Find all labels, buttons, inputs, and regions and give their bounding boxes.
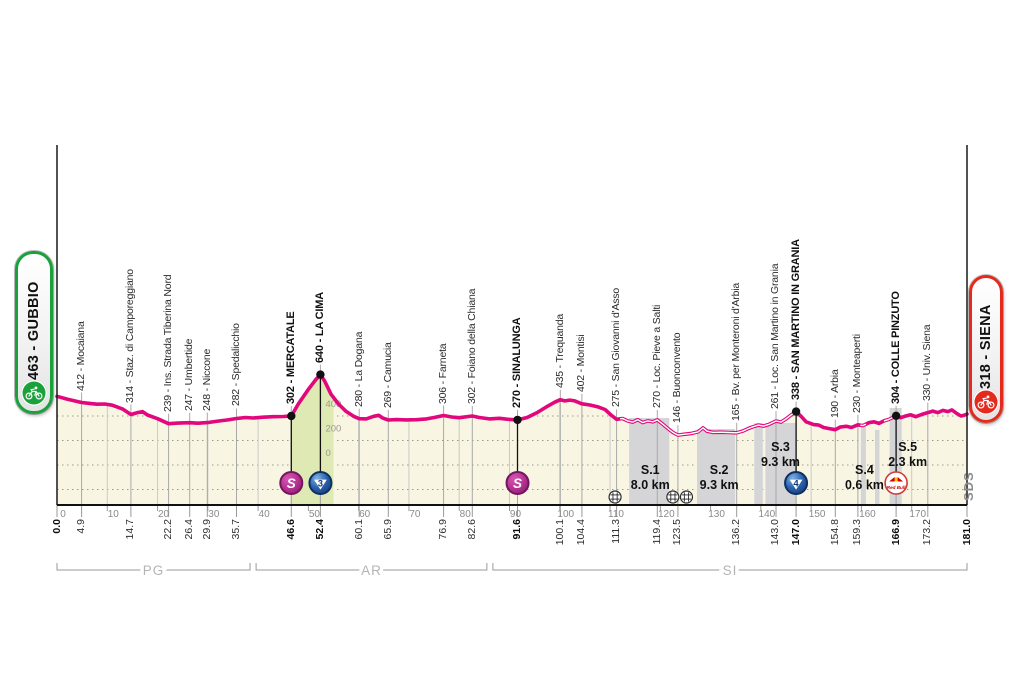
axis-tick-label: 130	[708, 509, 725, 520]
km-distance-label: 91.6	[511, 519, 524, 540]
waypoint-label: 402 - Montisi	[575, 334, 588, 392]
axis-tick-label: 170	[909, 509, 927, 520]
elevation-scale-label: 200	[325, 423, 342, 435]
waypoint-label: 239 - Ins. Strada Tiberina Nord	[162, 274, 175, 412]
axis-tick-label: 150	[808, 509, 826, 520]
axis-tick-label: 90	[509, 509, 522, 520]
waypoint-label: 247 - Umbertide	[183, 338, 196, 411]
km-distance-label: 136.2	[730, 519, 743, 546]
elevation-scale-label: 400	[325, 399, 342, 410]
km-distance-label: 119.4	[650, 519, 663, 545]
km-distance-label: 104.4	[575, 519, 588, 546]
km-distance-label: 35.7	[229, 519, 242, 540]
sector-label: S.4	[855, 463, 874, 477]
waypoint-label: 412 - Mocaiana	[75, 320, 88, 391]
waypoint-dot	[513, 416, 521, 424]
axis-tick-label: 10	[107, 509, 119, 520]
svg-text:4: 4	[793, 478, 799, 490]
km-distance-label: 60.1	[352, 519, 365, 540]
waypoint-dot	[892, 412, 900, 420]
sprint-icon	[507, 472, 529, 494]
km-distance-label: 123.5	[671, 519, 684, 546]
feed-zone-icon	[680, 491, 692, 503]
waypoint-label: 435 - Trequanda	[553, 313, 566, 388]
axis-tick-label: 110	[608, 509, 625, 520]
svg-text:3: 3	[317, 478, 324, 490]
axis-tick-label: 40	[258, 509, 270, 520]
sector-label: S.3	[771, 440, 790, 454]
waypoint-label: 275 - San Giovanni d'Asso	[610, 288, 623, 408]
axis-tick-label: 60	[359, 509, 371, 520]
waypoint-label: 261 - Loc. San Martino in Grania	[769, 263, 782, 410]
svg-text:S: S	[513, 475, 523, 491]
km-distance-label: 65.9	[381, 519, 394, 540]
redbull-km-icon	[885, 472, 907, 494]
gravel-sector-band	[875, 430, 880, 505]
waypoint-dot	[316, 370, 324, 378]
finish-badge-label: 318 - SIENA	[978, 304, 994, 389]
svg-text:Red Bull: Red Bull	[886, 485, 906, 490]
waypoint-label: 270 - Loc. Pieve a Salti	[650, 304, 663, 408]
waypoint-dot	[287, 412, 295, 420]
waypoint-label: 282 - Spedalicchio	[229, 323, 242, 407]
km-distance-label: 82.6	[465, 519, 478, 540]
km-distance-label: 111.3	[610, 519, 623, 544]
feed-zone-icon	[667, 491, 679, 503]
province-label: PG	[142, 563, 165, 578]
axis-tick-label: 140	[758, 509, 776, 520]
km-distance-label: 29.9	[200, 519, 213, 540]
cyclist-icon	[21, 380, 47, 406]
sector-length-label: 9.3 km	[699, 478, 739, 492]
waypoint-label: 269 - Camucia	[381, 342, 394, 409]
elevation-scale-label: 0	[325, 448, 331, 459]
waypoint-label: 302 - Foiano della Chiana	[465, 288, 478, 404]
kom-category-4-icon	[785, 472, 807, 494]
km-distance-label: 181.0	[960, 519, 973, 546]
waypoint-label: 640 - LA CIMA	[313, 291, 326, 363]
axis-tick-label: 30	[208, 509, 220, 520]
sector-length-label: 0.6 km	[844, 478, 884, 492]
km-distance-label: 154.8	[828, 519, 841, 546]
km-distance-label: 26.4	[183, 519, 196, 540]
feed-zone-icon	[609, 491, 621, 503]
waypoint-label: 146 - Buonconvento	[671, 332, 684, 424]
km-distance-label: 4.9	[75, 519, 88, 534]
axis-tick-label: 70	[409, 509, 421, 520]
waypoint-label: 304 - COLLE PINZUTO	[889, 291, 902, 404]
watermark-sds: SDS	[961, 471, 976, 501]
km-distance-label: 166.9	[889, 519, 902, 546]
axis-tick-label: 100	[557, 509, 575, 520]
waypoint-label: 270 - SINALUNGA	[511, 317, 524, 408]
km-distance-label: 52.4	[313, 519, 326, 540]
km-distance-label: 100.1	[553, 519, 566, 546]
waypoint-label: 248 - Niccone	[200, 348, 213, 411]
waypoint-label: 280 - La Dogana	[352, 331, 365, 407]
waypoint-label: 306 - Farneta	[437, 343, 450, 404]
km-distance-label: 147.0	[789, 519, 802, 546]
km-distance-label: 173.2	[921, 519, 934, 546]
km-distance-label: 143.0	[769, 519, 782, 546]
axis-tick-label: 20	[157, 509, 170, 520]
km-distance-label: 46.6	[284, 519, 297, 540]
waypoint-label: 314 - Staz. di Camporeggiano	[124, 268, 137, 403]
sector-label: S.5	[898, 440, 918, 454]
km-distance-label: 159.3	[851, 519, 864, 546]
start-badge-label: 463 - GUBBIO	[26, 281, 42, 380]
axis-tick-label: 50	[308, 509, 320, 520]
sector-length-label: 9.3 km	[761, 455, 800, 469]
sector-length-label: 2.3 km	[888, 455, 928, 469]
waypoint-dot	[792, 407, 800, 415]
sprint-icon	[280, 472, 302, 494]
sector-label: S.1	[640, 463, 660, 477]
province-label: SI	[722, 563, 738, 578]
start-badge	[15, 251, 53, 414]
svg-text:S: S	[286, 475, 296, 491]
waypoint-label: 165 - Bv. per Monteroni d'Arbia	[730, 282, 743, 421]
axis-tick-label: 0	[60, 509, 66, 520]
waypoint-label: 330 - Univ. Siena	[921, 324, 934, 401]
waypoint-label: 302 - MERCATALE	[284, 311, 297, 404]
kom-category-3-icon	[309, 472, 331, 494]
km-distance-label: 22.2	[162, 519, 175, 540]
km-distance-label: 76.9	[437, 519, 450, 540]
sector-length-label: 8.0 km	[630, 478, 670, 492]
axis-tick-label: 80	[459, 509, 471, 520]
waypoint-label: 190 - Arbia	[828, 369, 841, 418]
waypoint-label: 230 - Monteaperti	[851, 333, 864, 413]
finish-badge	[969, 275, 1003, 423]
waypoint-label: 338 - SAN MARTINO IN GRANIA	[789, 238, 802, 400]
km-distance-label: 14.7	[124, 519, 137, 540]
axis-tick-label: 160	[859, 509, 876, 520]
axis-tick-label: 120	[657, 509, 675, 520]
sector-label: S.2	[709, 463, 729, 477]
cyclist-icon	[973, 389, 999, 415]
province-label: AR	[361, 563, 382, 578]
km-distance-label: 0.0	[50, 519, 63, 534]
